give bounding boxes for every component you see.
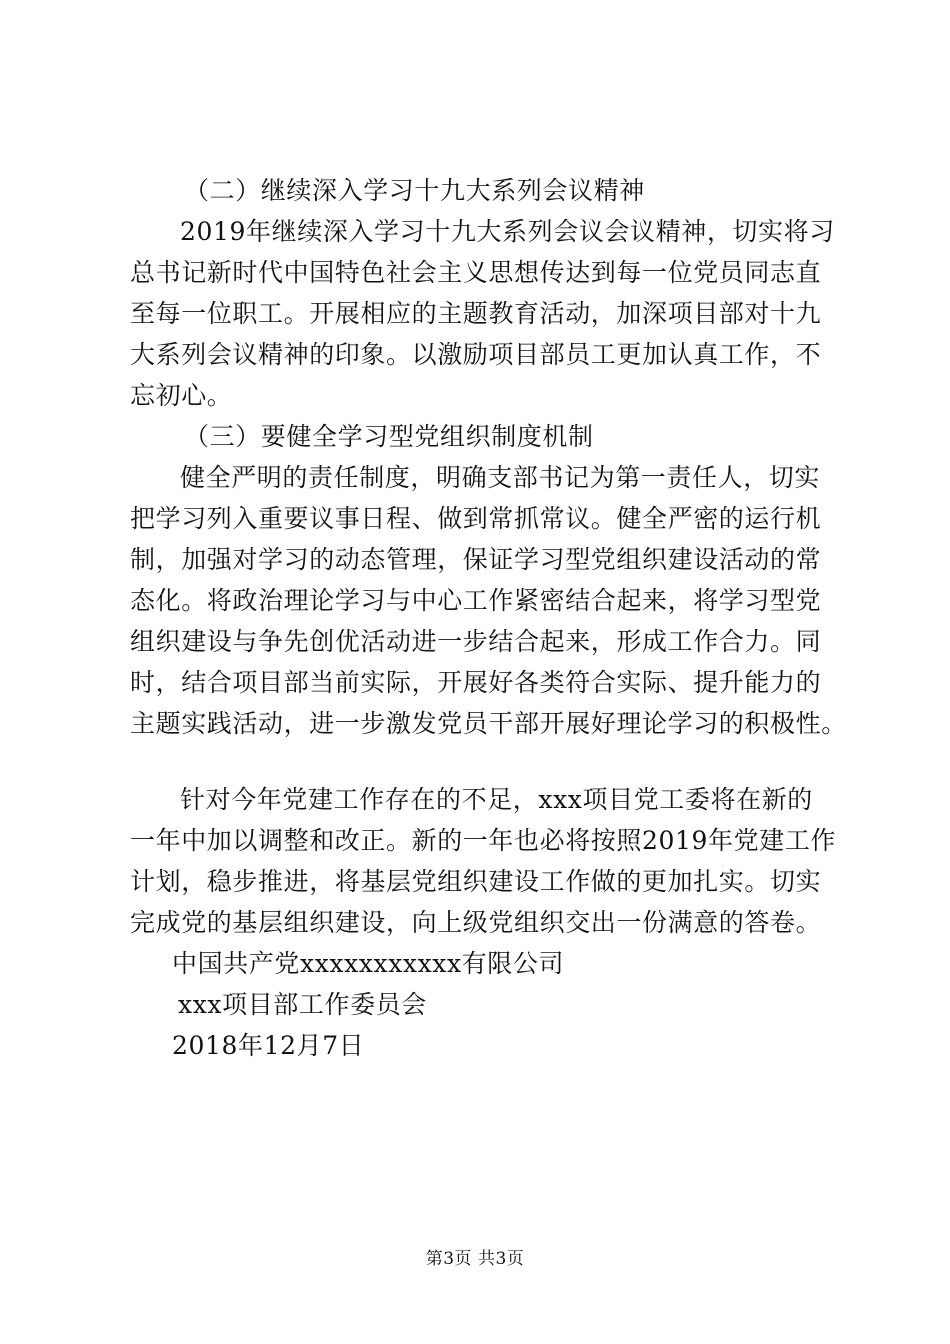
conclusion-line: 计划，稳步推进，将基层党组织建设工作做的更加扎实。切实 bbox=[130, 867, 822, 896]
paragraph-line: 组织建设与争先创优活动进一步结合起来，形成工作合力。同 bbox=[130, 627, 822, 656]
section-heading-3: （三）要健全学习型党组织制度机制 bbox=[184, 422, 594, 451]
signature-committee: xxx项目部工作委员会 bbox=[178, 990, 427, 1019]
conclusion-line: 一年中加以调整和改正。新的一年也必将按照2019年党建工作 bbox=[130, 826, 837, 855]
paragraph-line: 至每一位职工。开展相应的主题教育活动，加深项目部对十九 bbox=[130, 299, 822, 328]
conclusion-line: 针对今年党建工作存在的不足，xxx项目党工委将在新的 bbox=[180, 785, 813, 814]
paragraph-line: 把学习列入重要议事日程、做到常抓常议。健全严密的运行机 bbox=[130, 504, 822, 533]
paragraph-line: 时，结合项目部当前实际，开展好各类符合实际、提升能力的 bbox=[130, 668, 822, 697]
signature-date: 2018年12月7日 bbox=[172, 1031, 365, 1060]
paragraph-line: 忘初心。 bbox=[130, 381, 233, 410]
paragraph-line: 大系列会议精神的印象。以激励项目部员工更加认真工作，不 bbox=[130, 340, 822, 369]
paragraph-line: 健全严明的责任制度，明确支部书记为第一责任人，切实 bbox=[180, 463, 821, 492]
paragraph-line: 2019年继续深入学习十九大系列会议会议精神，切实将习 bbox=[180, 217, 835, 246]
document-body bbox=[130, 170, 850, 1066]
paragraph-line: 总书记新时代中国特色社会主义思想传达到每一位党员同志直 bbox=[130, 258, 822, 287]
page-number-footer: 第3页 共3页 bbox=[425, 1249, 525, 1269]
paragraph-spacer bbox=[130, 744, 850, 779]
signature-org: 中国共产党xxxxxxxxxxx有限公司 bbox=[172, 949, 565, 978]
conclusion-line: 完成党的基层组织建设，向上级党组织交出一份满意的答卷。 bbox=[130, 908, 822, 937]
paragraph-line: 主题实践活动，进一步激发党员干部开展好理论学习的积极性。 bbox=[130, 709, 847, 738]
paragraph-line: 态化。将政治理论学习与中心工作紧密结合起来，将学习型党 bbox=[130, 586, 822, 615]
paragraph-line: 制，加强对学习的动态管理，保证学习型党组织建设活动的常 bbox=[130, 545, 822, 574]
section-heading-2: （二）继续深入学习十九大系列会议精神 bbox=[184, 176, 645, 205]
